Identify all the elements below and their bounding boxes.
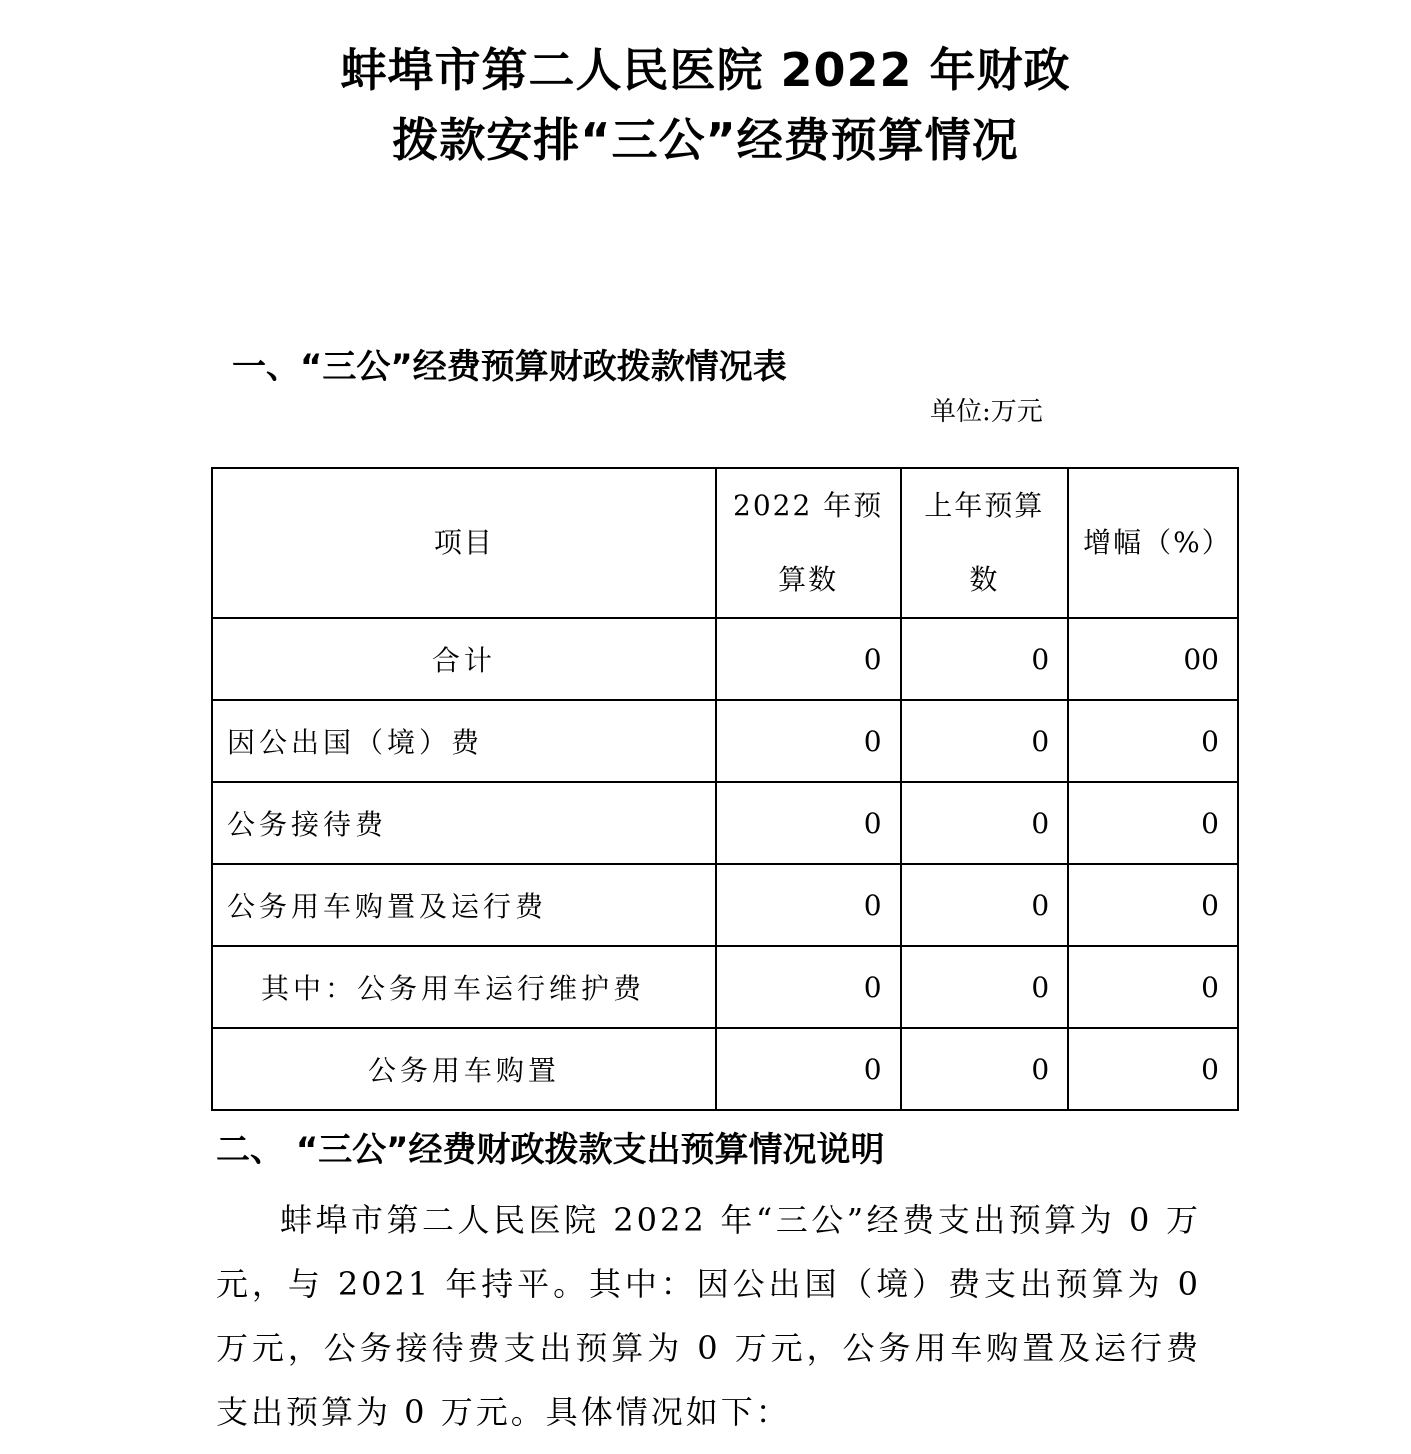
row-current: 0: [716, 700, 901, 782]
section-1-heading: 一、“三公”经费预算财政拨款情况表: [232, 347, 787, 387]
row-growth: 00: [1068, 618, 1238, 700]
row-current: 0: [716, 946, 901, 1028]
table-row-total: [212, 618, 1238, 700]
section-2-heading: 二、 “三公”经费财政拨款支出预算情况说明: [216, 1130, 885, 1170]
row-item: 其中：公务用车运行维护费: [212, 946, 716, 1028]
row-current: 0: [716, 618, 901, 700]
table-row-reception: [212, 782, 1238, 864]
row-growth: 0: [1068, 782, 1238, 864]
row-previous: 0: [901, 618, 1069, 700]
row-previous: 0: [901, 946, 1069, 1028]
row-previous: 0: [901, 1028, 1069, 1110]
table-row-vehicle: [212, 864, 1238, 946]
row-previous: 0: [901, 700, 1069, 782]
table-row-overseas: [212, 700, 1238, 782]
row-item: 合计: [212, 618, 716, 700]
header-current-budget: [716, 468, 901, 618]
row-growth: 0: [1068, 946, 1238, 1028]
row-current: 0: [716, 864, 901, 946]
header-current-line-1: 2022 年预: [733, 489, 884, 522]
header-item: [212, 468, 716, 618]
unit-label: 单位:万元: [930, 397, 1043, 427]
document-title-line-1: 蚌埠市第二人民医院 2022 年财政: [340, 43, 1071, 97]
row-previous: 0: [901, 782, 1069, 864]
row-current: 0: [716, 782, 901, 864]
row-current: 0: [716, 1028, 901, 1110]
header-previous-line-1: 上年预算: [924, 489, 1045, 522]
budget-table: [211, 467, 1239, 1111]
header-growth: [1068, 468, 1238, 618]
header-growth-label: 增幅（%）: [1083, 526, 1232, 559]
row-growth: 0: [1068, 864, 1238, 946]
row-growth: 0: [1068, 1028, 1238, 1110]
row-item: 公务用车购置及运行费: [212, 864, 716, 946]
table-row-vehicle-maintenance: [212, 946, 1238, 1028]
header-previous-budget: [901, 468, 1069, 618]
table-row-vehicle-purchase: [212, 1028, 1238, 1110]
row-item: 因公出国（境）费: [212, 700, 716, 782]
document-title-line-2: 拨款安排“三公”经费预算情况: [392, 113, 1019, 167]
row-item: 公务用车购置: [212, 1028, 716, 1110]
header-previous-line-2: 数: [969, 563, 1000, 596]
header-current-line-2: 算数: [778, 563, 839, 596]
row-item: 公务接待费: [212, 782, 716, 864]
header-item-label: 项目: [433, 526, 494, 559]
explanation-paragraph: 蚌埠市第二人民医院 2022 年“三公”经费支出预算为 0 万元，与 2021 年持平。其中：因公出国（境）费支出预算为 0 万元，公务接待费支出预算为 0 万元，公务用车购置及运行费支出预算为 0 万元。具体情况如下：: [216, 1201, 1201, 1431]
row-growth: 0: [1068, 700, 1238, 782]
table-header-row: [212, 468, 1238, 618]
row-previous: 0: [901, 864, 1069, 946]
